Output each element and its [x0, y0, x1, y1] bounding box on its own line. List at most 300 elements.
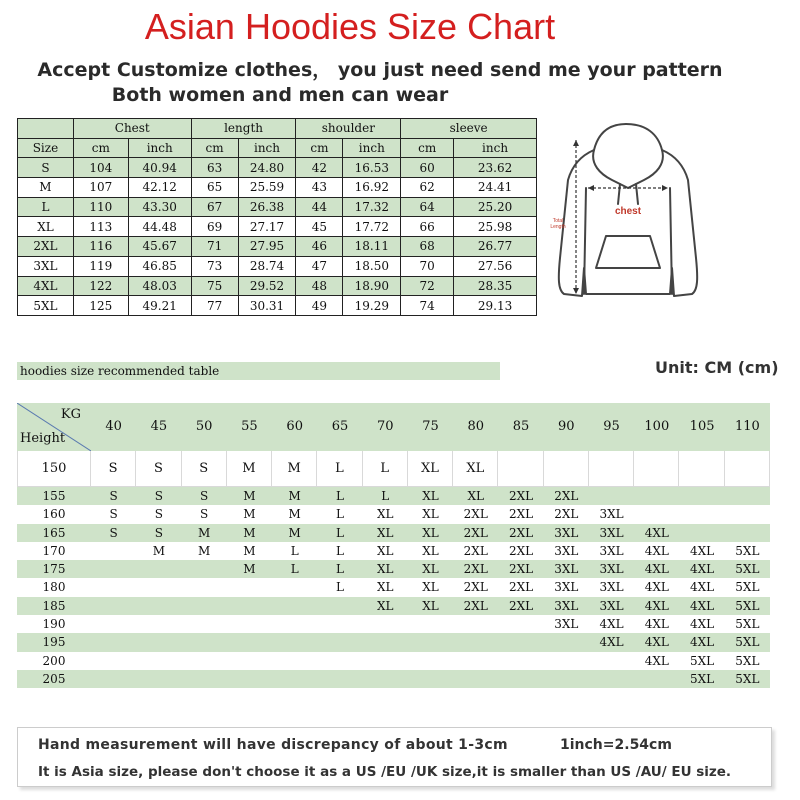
- measurement-cell: 29.52: [238, 276, 296, 296]
- size-cell: 4XL: [18, 276, 74, 296]
- size-recommendation-cell: 5XL: [690, 671, 715, 686]
- size-recommendation-cell: 5XL: [735, 635, 760, 650]
- size-recommendation-cell: [498, 633, 543, 651]
- measurement-cell: 45.67: [128, 237, 191, 257]
- length-arrow-top-head: [573, 140, 579, 146]
- size-recommendation-cell: [679, 487, 724, 505]
- measurement-cell: 107: [73, 178, 128, 198]
- measurement-cell: 69: [191, 217, 238, 237]
- length-label-1: Total: [552, 218, 564, 224]
- size-recommendation-cell: 2XL: [508, 543, 534, 558]
- measurement-cell: 28.74: [238, 256, 296, 276]
- unit-header: cm: [296, 138, 343, 158]
- height-cell: 160: [42, 507, 66, 522]
- measurement-cell: 65: [191, 178, 238, 198]
- size-recommendation-cell: [317, 670, 362, 688]
- measurement-cell: 74: [401, 296, 454, 316]
- recommend-row: [17, 560, 770, 578]
- size-row: [18, 217, 537, 237]
- size-recommendation-cell: M: [243, 525, 256, 540]
- size-row: [18, 158, 537, 178]
- height-cell: 195: [42, 635, 66, 650]
- size-recommendation-cell: M: [198, 525, 211, 540]
- size-recommendation-cell: [589, 652, 634, 670]
- size-recommendation-cell: [725, 524, 770, 542]
- hood-string-left: [618, 184, 620, 204]
- size-recommendation-cell: L: [290, 562, 299, 577]
- size-recommendation-cell: [453, 633, 498, 651]
- recommend-row: [17, 542, 770, 560]
- size-recommendation-cell: 4XL: [690, 635, 715, 650]
- size-recommendation-cell: S: [91, 451, 136, 487]
- recommend-row: [17, 487, 770, 505]
- size-recommendation-cell: [544, 670, 589, 688]
- measurement-cell: 67: [191, 197, 238, 217]
- measurement-cell: 71: [191, 237, 238, 257]
- size-recommendation-cell: 2XL: [463, 562, 488, 577]
- measurement-cell: 110: [73, 197, 128, 217]
- size-row: [18, 197, 537, 217]
- unit-header: inch: [128, 138, 191, 158]
- size-cell: 2XL: [18, 237, 74, 257]
- measurement-cell: 16.53: [343, 158, 401, 178]
- measurement-cell: 27.17: [238, 217, 296, 237]
- size-recommendation-cell: XL: [422, 562, 439, 577]
- height-cell: 170: [42, 543, 66, 558]
- recommend-row: [17, 597, 770, 615]
- size-recommendation-cell: 4XL: [644, 653, 669, 668]
- size-recommendation-cell: 3XL: [554, 525, 579, 540]
- size-recommendation-cell: XL: [376, 562, 394, 577]
- recommend-row: [17, 524, 770, 542]
- size-recommendation-cell: XL: [422, 598, 439, 613]
- weight-header: 110: [734, 419, 760, 434]
- height-cell: 200: [42, 653, 66, 668]
- measurement-cell: 28.35: [454, 276, 537, 296]
- size-recommendation-cell: [136, 670, 181, 688]
- weight-header: 60: [286, 419, 303, 434]
- unit-header: inch: [343, 138, 401, 158]
- size-recommendation-cell: XL: [376, 580, 394, 595]
- unit-header: cm: [191, 138, 238, 158]
- recommend-row: [17, 578, 770, 596]
- measurement-cell: 60: [401, 158, 454, 178]
- weight-header: 95: [603, 419, 620, 434]
- size-recommendation-cell: 4XL: [690, 617, 715, 632]
- size-recommendation-cell: [679, 524, 724, 542]
- size-recommendation-cell: [317, 633, 362, 651]
- weight-header: 65: [331, 419, 349, 434]
- weight-header: 55: [241, 419, 258, 434]
- measurement-cell: 64: [401, 197, 454, 217]
- size-recommendation-cell: [91, 670, 136, 688]
- size-recommendation-cell: S: [136, 451, 181, 487]
- measurement-cell: 26.77: [454, 237, 537, 257]
- size-recommendation-cell: M: [243, 489, 256, 503]
- size-recommendation-cell: S: [154, 489, 164, 503]
- size-recommendation-cell: 4XL: [644, 598, 669, 613]
- size-recommendation-cell: XL: [408, 451, 453, 487]
- measurement-cell: 66: [401, 217, 454, 237]
- unit-header: cm: [73, 138, 128, 158]
- size-recommendation-cell: [589, 670, 634, 688]
- measurement-cell: 49.21: [128, 296, 191, 316]
- size-recommendation-cell: 4XL: [644, 525, 669, 540]
- size-recommendation-cell: [136, 578, 181, 596]
- size-recommendation-cell: 4XL: [644, 617, 669, 632]
- size-table: [17, 118, 537, 316]
- size-recommendation-cell: [408, 633, 453, 651]
- size-recommendation-cell: 4XL: [644, 543, 669, 558]
- hood-string-right: [636, 184, 638, 204]
- size-recommendation-cell: 2XL: [508, 507, 534, 522]
- measurement-cell: 30.31: [238, 296, 296, 316]
- weight-header: 45: [150, 419, 168, 434]
- recommend-row: [17, 451, 770, 487]
- size-recommendation-cell: 4XL: [599, 617, 624, 632]
- height-cell: 155: [42, 489, 66, 503]
- size-recommendation-cell: [227, 578, 272, 596]
- measurement-cell: 116: [73, 237, 128, 257]
- corner-cell: [17, 403, 91, 451]
- size-recommendation-cell: M: [288, 525, 301, 540]
- group-header: sleeve: [401, 119, 537, 139]
- measurement-cell: 46.85: [128, 256, 191, 276]
- size-recommendation-cell: 3XL: [599, 580, 624, 595]
- size-recommendation-cell: L: [335, 580, 344, 595]
- subtitle-customize: Accept Customize clothes， you just need send me your pattern: [37, 59, 723, 81]
- measurement-cell: 25.98: [454, 217, 537, 237]
- size-recommendation-cell: [408, 670, 453, 688]
- size-recommendation-cell: 4XL: [690, 543, 715, 558]
- size-recommendation-cell: 5XL: [735, 653, 760, 668]
- size-recommendation-cell: XL: [422, 507, 439, 522]
- size-recommendation-cell: [363, 633, 408, 651]
- measurement-cell: 119: [73, 256, 128, 276]
- size-recommendation-cell: [272, 652, 317, 670]
- measurement-cell: 25.20: [454, 197, 537, 217]
- height-cell: 150: [17, 451, 91, 487]
- size-recommendation-cell: 2XL: [554, 507, 579, 522]
- size-table-corner: [18, 119, 74, 139]
- size-row: [18, 296, 537, 316]
- size-recommendation-cell: [136, 560, 181, 578]
- size-recommendation-cell: [91, 578, 136, 596]
- measurement-cell: 43: [296, 178, 343, 198]
- measurement-cell: 40.94: [128, 158, 191, 178]
- size-recommendation-cell: M: [272, 451, 317, 487]
- size-recommendation-cell: [182, 652, 227, 670]
- size-cell: XL: [18, 217, 74, 237]
- size-recommendation-cell: 2XL: [463, 525, 488, 540]
- size-recommendation-cell: [227, 652, 272, 670]
- measurement-cell: 42: [296, 158, 343, 178]
- note-asia-size: It is Asia size, please don't choose it as a US /EU /UK size,it is smaller than US /AU/ EU size.: [38, 764, 732, 780]
- size-recommendation-cell: XL: [453, 451, 498, 487]
- weight-header: 105: [689, 419, 715, 434]
- measurement-cell: 44.48: [128, 217, 191, 237]
- unit-header: inch: [454, 138, 537, 158]
- size-recommendation-cell: 5XL: [735, 671, 760, 686]
- size-recommendation-cell: [498, 652, 543, 670]
- measurement-cell: 24.41: [454, 178, 537, 198]
- size-recommendation-cell: 3XL: [554, 543, 579, 558]
- size-recommendation-cell: [182, 560, 227, 578]
- size-recommendation-cell: XL: [422, 580, 439, 595]
- size-recommendation-cell: 2XL: [554, 489, 579, 503]
- size-cell: 3XL: [18, 256, 74, 276]
- size-recommendation-cell: 3XL: [599, 562, 624, 577]
- chest-label: chest: [614, 206, 642, 217]
- size-cell: 5XL: [18, 296, 74, 316]
- height-cell: 205: [42, 671, 66, 686]
- size-recommendation-cell: 4XL: [644, 580, 669, 595]
- measurement-cell: 47: [296, 256, 343, 276]
- measurement-cell: 18.50: [343, 256, 401, 276]
- measurement-cell: 27.56: [454, 256, 537, 276]
- measurement-cell: 24.80: [238, 158, 296, 178]
- size-recommendation-cell: [91, 633, 136, 651]
- weight-header: 70: [376, 419, 394, 434]
- size-recommendation-cell: [363, 652, 408, 670]
- size-recommendation-cell: 4XL: [690, 580, 715, 595]
- size-recommendation-cell: [91, 597, 136, 615]
- corner-height: Height: [20, 431, 66, 446]
- size-recommendation-cell: [544, 652, 589, 670]
- size-recommendation-cell: [272, 597, 317, 615]
- size-recommendation-cell: [363, 670, 408, 688]
- size-recommendation-cell: 2XL: [508, 525, 534, 540]
- size-recommendation-cell: [317, 597, 362, 615]
- recommend-label: hoodies size recommended table: [17, 362, 500, 380]
- height-cell: 175: [42, 562, 66, 577]
- measurement-cell: 17.32: [343, 197, 401, 217]
- measurement-cell: 68: [401, 237, 454, 257]
- note-conversion: 1inch=2.54cm: [560, 737, 672, 753]
- size-recommendation-cell: [317, 652, 362, 670]
- size-recommendation-cell: [498, 451, 543, 487]
- size-recommendation-cell: [136, 633, 181, 651]
- size-recommendation-cell: 4XL: [690, 562, 715, 577]
- recommend-header-row: [17, 403, 770, 451]
- size-recommendation-cell: 3XL: [554, 617, 579, 632]
- size-recommendation-cell: S: [109, 489, 118, 503]
- chest-arrow-left-head: [588, 185, 594, 191]
- size-recommendation-cell: XL: [422, 489, 439, 503]
- recommend-row: [17, 652, 770, 670]
- size-recommendation-cell: 2XL: [463, 598, 488, 613]
- measurement-cell: 48: [296, 276, 343, 296]
- size-recommendation-cell: [544, 633, 589, 651]
- unit-header: cm: [401, 138, 454, 158]
- size-recommendation-cell: [634, 451, 679, 487]
- size-recommendation-cell: 3XL: [599, 543, 624, 558]
- size-recommendation-cell: 2XL: [463, 543, 488, 558]
- size-recommendation-cell: [544, 451, 589, 487]
- size-recommendation-cell: [679, 451, 724, 487]
- size-recommendation-cell: XL: [376, 543, 394, 558]
- size-recommendation-cell: 4XL: [644, 562, 669, 577]
- measurement-cell: 43.30: [128, 197, 191, 217]
- height-cell: 180: [42, 580, 66, 595]
- size-recommendation-cell: [634, 670, 679, 688]
- measurement-cell: 122: [73, 276, 128, 296]
- measurement-cell: 73: [191, 256, 238, 276]
- size-recommendation-cell: M: [243, 507, 256, 522]
- unit-header: inch: [238, 138, 296, 158]
- size-recommendation-cell: [272, 578, 317, 596]
- size-recommendation-cell: XL: [376, 507, 394, 522]
- page-title: Asian Hoodies Size Chart: [144, 6, 556, 47]
- size-recommendation-cell: 2XL: [463, 507, 488, 522]
- measurement-cell: 48.03: [128, 276, 191, 296]
- size-recommendation-cell: M: [152, 543, 166, 558]
- size-recommendation-cell: [453, 615, 498, 633]
- size-recommendation-cell: 5XL: [735, 598, 760, 613]
- size-recommendation-cell: [182, 633, 227, 651]
- size-recommendation-cell: [498, 615, 543, 633]
- size-recommendation-cell: [363, 615, 408, 633]
- unit-label: Unit: CM (cm): [655, 358, 779, 377]
- size-recommendation-cell: [91, 542, 136, 560]
- size-recommendation-cell: 5XL: [690, 653, 715, 668]
- length-label-2: Length: [550, 224, 566, 230]
- size-recommendation-cell: L: [335, 489, 344, 503]
- measurement-cell: 18.11: [343, 237, 401, 257]
- weight-header: 75: [422, 419, 439, 434]
- size-recommendation-cell: 3XL: [599, 525, 624, 540]
- measurement-cell: 17.72: [343, 217, 401, 237]
- size-recommendation-cell: S: [200, 507, 209, 522]
- group-header: Chest: [73, 119, 191, 139]
- size-recommendation-cell: [272, 615, 317, 633]
- size-recommendation-cell: [227, 615, 272, 633]
- size-row: [18, 256, 537, 276]
- corner-kg: KG: [60, 407, 81, 422]
- measurement-cell: 49: [296, 296, 343, 316]
- measurement-cell: 19.29: [343, 296, 401, 316]
- weight-header: 100: [644, 419, 670, 434]
- measurement-cell: 23.62: [454, 158, 537, 178]
- size-recommendation-cell: [227, 670, 272, 688]
- measurement-cell: 113: [73, 217, 128, 237]
- size-recommendation-cell: L: [290, 543, 299, 558]
- measurement-cell: 125: [73, 296, 128, 316]
- size-recommendation-cell: [634, 505, 679, 523]
- subtitle-unisex: Both women and men can wear: [111, 84, 449, 106]
- measurement-cell: 45: [296, 217, 343, 237]
- measurement-cell: 42.12: [128, 178, 191, 198]
- weight-header: 40: [105, 419, 122, 434]
- size-recommendation-cell: M: [243, 543, 256, 558]
- size-recommendation-cell: [679, 505, 724, 523]
- measurement-cell: 27.95: [238, 237, 296, 257]
- measurement-cell: 26.38: [238, 197, 296, 217]
- size-recommendation-cell: [453, 652, 498, 670]
- size-recommendation-cell: [91, 652, 136, 670]
- size-recommendation-cell: [453, 670, 498, 688]
- size-recommendation-cell: 5XL: [735, 562, 760, 577]
- height-cell: 185: [42, 598, 66, 613]
- group-header: length: [191, 119, 296, 139]
- hood-outline: [593, 124, 663, 188]
- size-recommendation-cell: [272, 670, 317, 688]
- height-cell: 165: [42, 525, 66, 540]
- size-recommendation-cell: [136, 652, 181, 670]
- size-recommendation-cell: S: [154, 507, 164, 522]
- size-recommendation-cell: 2XL: [508, 489, 534, 503]
- size-row: [18, 178, 537, 198]
- measurement-cell: 77: [191, 296, 238, 316]
- size-recommendation-cell: [227, 597, 272, 615]
- size-recommendation-cell: 3XL: [599, 507, 624, 522]
- size-recommendation-cell: [136, 615, 181, 633]
- size-recommendation-cell: S: [182, 451, 227, 487]
- hoodie-diagram: [538, 118, 718, 318]
- size-recommendation-cell: M: [288, 507, 301, 522]
- group-header: shoulder: [296, 119, 401, 139]
- size-recommendation-cell: L: [381, 489, 390, 503]
- chest-arrow-right-head: [662, 185, 668, 191]
- weight-header: 80: [467, 419, 485, 434]
- measurement-cell: 63: [191, 158, 238, 178]
- size-recommendation-cell: XL: [422, 543, 439, 558]
- measurement-cell: 18.90: [343, 276, 401, 296]
- size-recommendation-cell: 2XL: [508, 562, 534, 577]
- size-recommendation-cell: 3XL: [599, 598, 624, 613]
- recommend-row: [17, 633, 770, 651]
- size-recommendation-cell: 4XL: [599, 635, 624, 650]
- measurement-cell: 16.92: [343, 178, 401, 198]
- size-recommendation-cell: 2XL: [508, 598, 534, 613]
- size-recommendation-cell: 5XL: [735, 580, 760, 595]
- size-recommendation-cell: [272, 633, 317, 651]
- weight-header: 50: [195, 419, 213, 434]
- size-recommendation-cell: S: [154, 525, 164, 540]
- recommend-row: [17, 505, 770, 523]
- size-recommendation-cell: XL: [467, 489, 485, 503]
- size-cell: L: [18, 197, 74, 217]
- size-column-header: Size: [18, 138, 74, 158]
- size-cell: M: [18, 178, 74, 198]
- measurement-cell: 44: [296, 197, 343, 217]
- measurement-cell: 75: [191, 276, 238, 296]
- measurement-cell: 62: [401, 178, 454, 198]
- measurement-cell: 104: [73, 158, 128, 178]
- size-recommendation-cell: [182, 578, 227, 596]
- size-recommendation-cell: 5XL: [735, 543, 760, 558]
- size-row: [18, 237, 537, 257]
- size-recommendation-cell: [589, 451, 634, 487]
- size-recommendation-cell: [408, 652, 453, 670]
- size-recommendation-cell: [182, 615, 227, 633]
- size-cell: S: [18, 158, 74, 178]
- measurement-cell: 70: [401, 256, 454, 276]
- size-recommendation-cell: L: [335, 507, 344, 522]
- size-recommendation-cell: S: [200, 489, 209, 503]
- size-recommendation-cell: L: [335, 525, 344, 540]
- size-recommendation-cell: [725, 505, 770, 523]
- size-recommendation-cell: 2XL: [508, 580, 534, 595]
- weight-header: 85: [512, 419, 530, 434]
- pocket-outline: [596, 236, 660, 268]
- size-recommendation-cell: M: [227, 451, 272, 487]
- size-recommendation-cell: M: [288, 489, 301, 503]
- measurement-cell: 29.13: [454, 296, 537, 316]
- measurement-cell: 46: [296, 237, 343, 257]
- size-recommendation-cell: S: [109, 525, 118, 540]
- size-recommendation-cell: 4XL: [690, 598, 715, 613]
